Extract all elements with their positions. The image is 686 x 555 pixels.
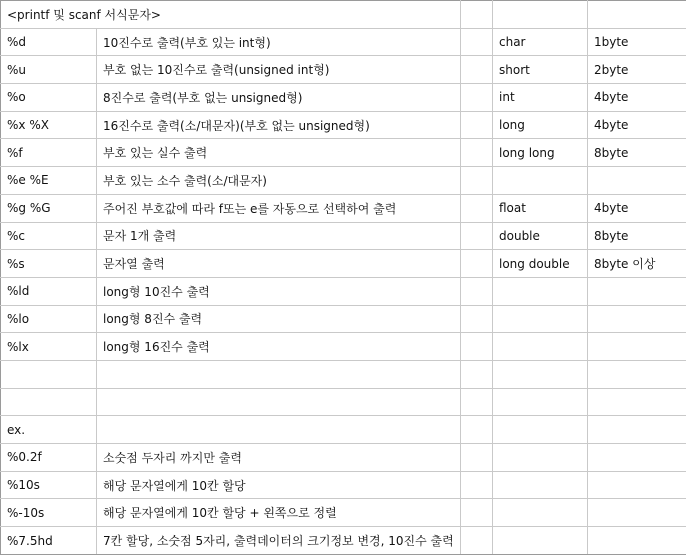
size-cell[interactable]: 4byte xyxy=(588,194,686,222)
size-cell[interactable] xyxy=(588,444,686,472)
specifier-cell[interactable] xyxy=(1,388,97,416)
spacer-cell[interactable] xyxy=(461,333,493,361)
spacer-cell[interactable] xyxy=(461,471,493,499)
description-cell[interactable] xyxy=(97,416,461,444)
empty-cell[interactable] xyxy=(588,1,686,29)
description-cell[interactable] xyxy=(97,360,461,388)
size-cell[interactable] xyxy=(588,360,686,388)
size-cell[interactable] xyxy=(588,333,686,361)
table-row xyxy=(1,250,686,278)
table-row xyxy=(1,28,686,56)
table-row xyxy=(1,167,686,195)
description-cell[interactable]: 해당 문자열에게 10칸 할당 xyxy=(97,471,461,499)
spacer-cell[interactable] xyxy=(461,222,493,250)
specifier-cell[interactable]: %x %X xyxy=(1,111,97,139)
size-cell[interactable]: 2byte xyxy=(588,56,686,84)
spacer-cell[interactable] xyxy=(461,84,493,112)
spacer-cell[interactable] xyxy=(461,499,493,527)
spacer-cell[interactable] xyxy=(461,194,493,222)
size-cell[interactable] xyxy=(588,527,686,555)
specifier-cell[interactable]: %e %E xyxy=(1,167,97,195)
size-cell[interactable] xyxy=(588,499,686,527)
type-cell[interactable]: long xyxy=(493,111,588,139)
table-row xyxy=(1,84,686,112)
type-cell[interactable]: short xyxy=(493,56,588,84)
table-row xyxy=(1,360,686,388)
spacer-cell[interactable] xyxy=(461,388,493,416)
type-cell[interactable]: long double xyxy=(493,250,588,278)
type-cell[interactable]: long long xyxy=(493,139,588,167)
specifier-cell[interactable]: %0.2f xyxy=(1,444,97,472)
spacer-cell[interactable] xyxy=(461,527,493,555)
table-row xyxy=(1,305,686,333)
description-cell[interactable]: 주어진 부호값에 따라 f또는 e를 자동으로 선택하여 출력 xyxy=(97,194,461,222)
type-cell[interactable]: float xyxy=(493,194,588,222)
description-cell[interactable]: 문자열 출력 xyxy=(97,250,461,278)
size-cell[interactable]: 4byte xyxy=(588,84,686,112)
spacer-cell[interactable] xyxy=(461,250,493,278)
description-cell[interactable]: 부호 있는 실수 출력 xyxy=(97,139,461,167)
specifier-cell[interactable] xyxy=(1,360,97,388)
spacer-cell[interactable] xyxy=(461,360,493,388)
table-row xyxy=(1,444,686,472)
table-row xyxy=(1,471,686,499)
spacer-cell[interactable] xyxy=(461,28,493,56)
description-cell[interactable]: long형 8진수 출력 xyxy=(97,305,461,333)
size-cell[interactable] xyxy=(588,167,686,195)
spacer-cell[interactable] xyxy=(461,111,493,139)
title-cell[interactable]: <printf 및 scanf 서식문자> xyxy=(1,1,461,29)
table-row xyxy=(1,139,686,167)
table-row xyxy=(1,527,686,555)
type-cell[interactable] xyxy=(493,277,588,305)
title-row xyxy=(1,1,686,29)
empty-cell[interactable] xyxy=(461,1,493,29)
type-cell[interactable] xyxy=(493,333,588,361)
specifier-cell[interactable]: %g %G xyxy=(1,194,97,222)
size-cell[interactable]: 8byte 이상 xyxy=(588,250,686,278)
specifier-cell[interactable]: %lo xyxy=(1,305,97,333)
specifier-cell[interactable]: %7.5hd xyxy=(1,527,97,555)
spacer-cell[interactable] xyxy=(461,277,493,305)
description-cell[interactable]: 부호 있는 소수 출력(소/대문자) xyxy=(97,167,461,195)
specifier-cell[interactable]: %o xyxy=(1,84,97,112)
description-cell[interactable]: long형 16진수 출력 xyxy=(97,333,461,361)
table-row xyxy=(1,111,686,139)
description-cell[interactable]: 부호 없는 10진수로 출력(unsigned int형) xyxy=(97,56,461,84)
size-cell[interactable]: 1byte xyxy=(588,28,686,56)
type-cell[interactable] xyxy=(493,305,588,333)
size-cell[interactable] xyxy=(588,388,686,416)
description-cell[interactable]: 7칸 할당, 소숫점 5자리, 출력데이터의 크기정보 변경, 10진수 출력 xyxy=(97,527,461,555)
type-cell[interactable] xyxy=(493,388,588,416)
empty-cell[interactable] xyxy=(493,1,588,29)
description-cell[interactable]: 16진수로 출력(소/대문자)(부호 없는 unsigned형) xyxy=(97,111,461,139)
specifier-cell[interactable]: %u xyxy=(1,56,97,84)
size-cell[interactable]: 4byte xyxy=(588,111,686,139)
specifier-cell[interactable]: %c xyxy=(1,222,97,250)
type-cell[interactable] xyxy=(493,167,588,195)
type-cell[interactable]: char xyxy=(493,28,588,56)
spacer-cell[interactable] xyxy=(461,416,493,444)
table-row xyxy=(1,194,686,222)
size-cell[interactable]: 8byte xyxy=(588,139,686,167)
spacer-cell[interactable] xyxy=(461,305,493,333)
spacer-cell[interactable] xyxy=(461,139,493,167)
description-cell[interactable] xyxy=(97,388,461,416)
size-cell[interactable] xyxy=(588,305,686,333)
table-row xyxy=(1,388,686,416)
size-cell[interactable]: 8byte xyxy=(588,222,686,250)
description-cell[interactable]: 소숫점 두자리 까지만 출력 xyxy=(97,444,461,472)
table-row xyxy=(1,416,686,444)
table-row xyxy=(1,277,686,305)
specifier-cell[interactable]: %10s xyxy=(1,471,97,499)
size-cell[interactable] xyxy=(588,416,686,444)
specifier-cell[interactable]: %-10s xyxy=(1,499,97,527)
table-body xyxy=(1,1,686,555)
size-cell[interactable] xyxy=(588,471,686,499)
spacer-cell[interactable] xyxy=(461,444,493,472)
type-cell[interactable]: int xyxy=(493,84,588,112)
type-cell[interactable] xyxy=(493,471,588,499)
description-cell[interactable]: long형 10진수 출력 xyxy=(97,277,461,305)
table-row xyxy=(1,222,686,250)
description-cell[interactable]: 해당 문자열에게 10칸 할당 + 왼쪽으로 정렬 xyxy=(97,499,461,527)
size-cell[interactable] xyxy=(588,277,686,305)
spacer-cell[interactable] xyxy=(461,56,493,84)
description-cell[interactable]: 10진수로 출력(부호 있는 int형) xyxy=(97,28,461,56)
type-cell[interactable] xyxy=(493,444,588,472)
description-cell[interactable]: 8진수로 출력(부호 없는 unsigned형) xyxy=(97,84,461,112)
specifier-cell[interactable]: %f xyxy=(1,139,97,167)
specifier-cell[interactable]: %lx xyxy=(1,333,97,361)
specifier-cell[interactable]: %s xyxy=(1,250,97,278)
type-cell[interactable] xyxy=(493,499,588,527)
type-cell[interactable] xyxy=(493,416,588,444)
type-cell[interactable] xyxy=(493,527,588,555)
table-row xyxy=(1,333,686,361)
description-cell[interactable]: 문자 1개 출력 xyxy=(97,222,461,250)
spacer-cell[interactable] xyxy=(461,167,493,195)
table-row xyxy=(1,56,686,84)
specifier-cell[interactable]: ex. xyxy=(1,416,97,444)
specifier-cell[interactable]: %d xyxy=(1,28,97,56)
type-cell[interactable]: double xyxy=(493,222,588,250)
specifier-cell[interactable]: %ld xyxy=(1,277,97,305)
type-cell[interactable] xyxy=(493,360,588,388)
table-row xyxy=(1,499,686,527)
